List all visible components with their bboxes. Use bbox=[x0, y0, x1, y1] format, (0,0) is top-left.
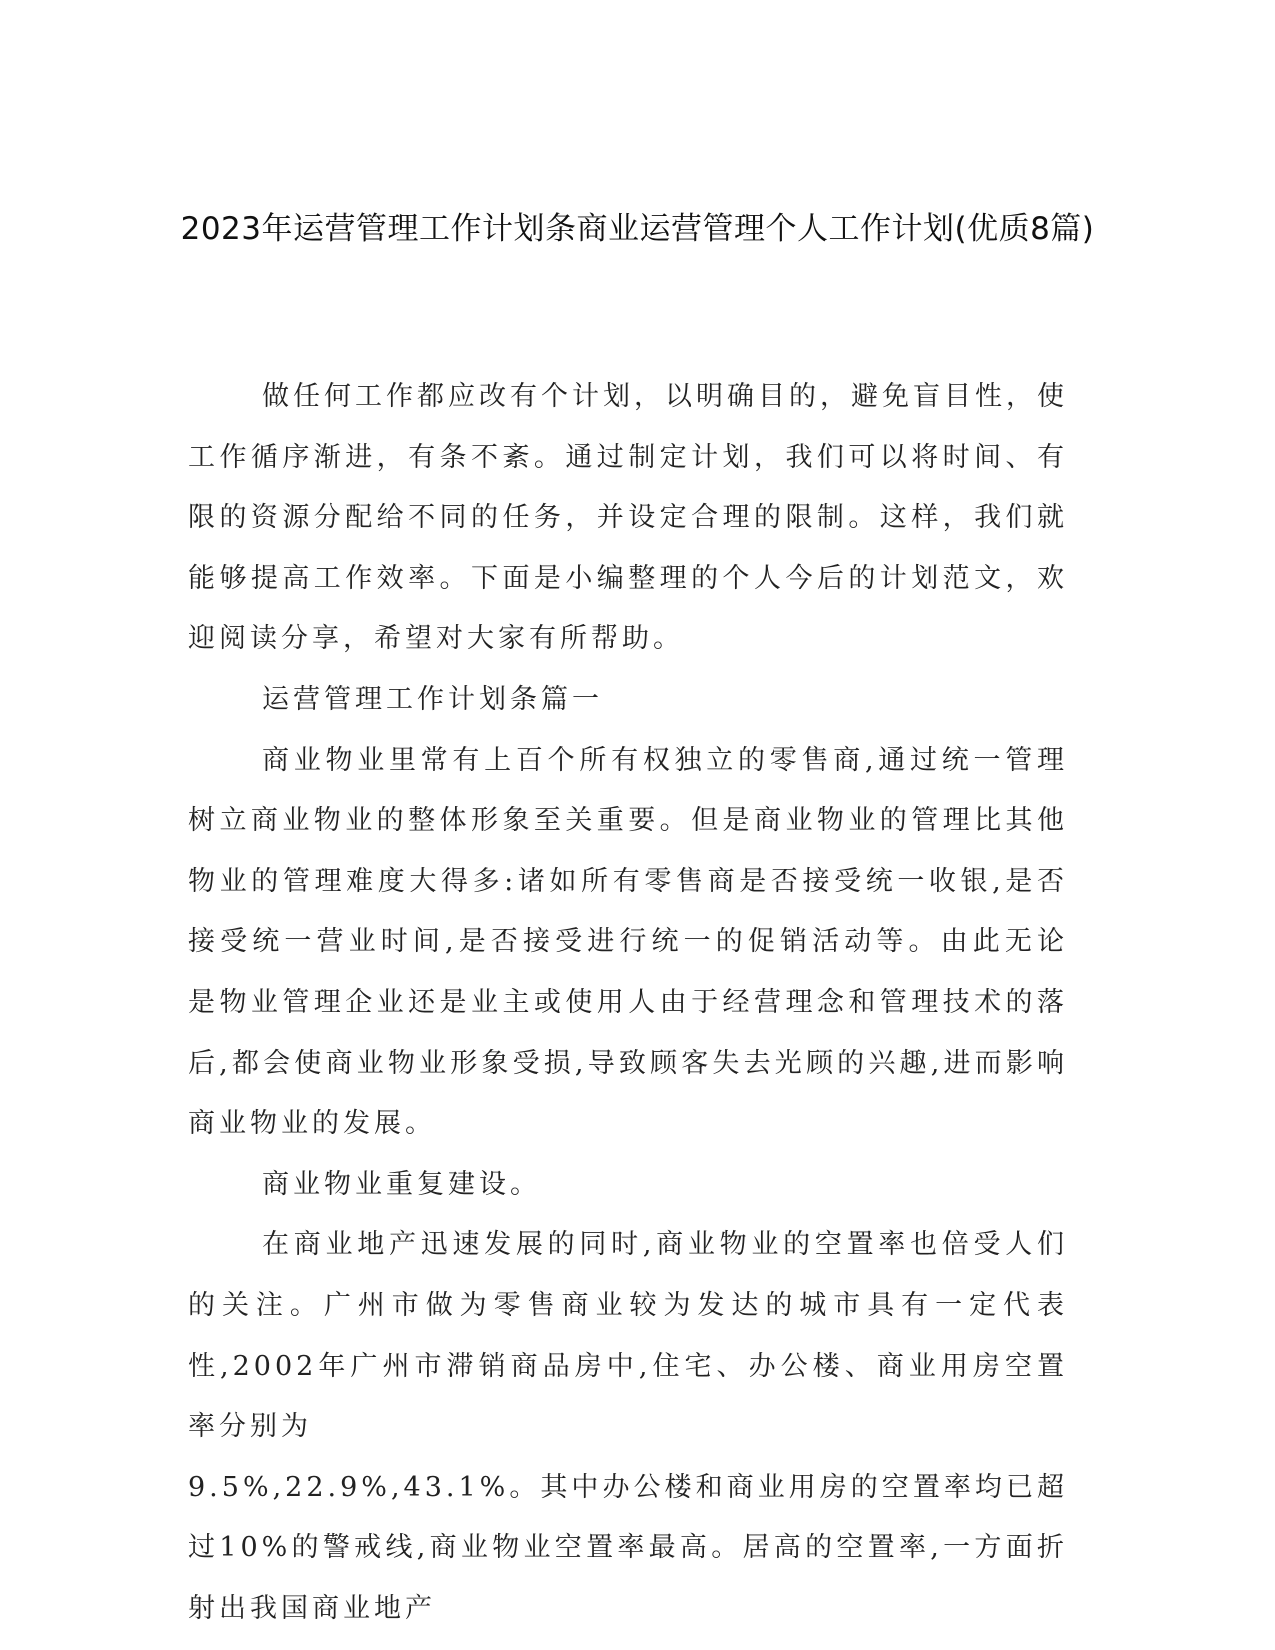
document-title: 2023年运营管理工作计划条商业运营管理个人工作计划(优质8篇) bbox=[180, 211, 1095, 247]
paragraph-vacancy-rates: 9.5%,22.9%,43.1%。其中办公楼和商业用房的空置率均已超过10%的警戒线,商业物业空置率最高。居高的空置率,一方面折射出我国商业地产 bbox=[188, 1471, 1068, 1624]
paragraph-repeated-construction: 商业物业重复建设。 bbox=[262, 1168, 541, 1200]
paragraph-management: 商业物业里常有上百个所有权独立的零售商,通过统一管理树立商业物业的整体形象至关重要。但是商业物业的管理比其他物业的管理难度大得多:诸如所有零售商是否接受统一收银,是否接受统一营业时间,是否接受进行统一的促销活动等。由此无论是物业管理企业还是业主或使用人由于经营理念和管理技术的落后,都会使商业物业形象受损,导致顾客失去光顾的兴趣,进而影响商业物业的发展。 bbox=[188, 744, 1068, 1140]
section-heading: 运营管理工作计划条篇一 bbox=[262, 683, 603, 715]
paragraph-intro: 做任何工作都应改有个计划，以明确目的，避免盲目性，使工作循序渐进，有条不紊。通过制定计划，我们可以将时间、有限的资源分配给不同的任务，并设定合理的限制。这样，我们就能够提高工作效率。下面是小编整理的个人今后的计划范文，欢迎阅读分享，希望对大家有所帮助。 bbox=[188, 381, 1068, 655]
document-body bbox=[188, 367, 1068, 1639]
paragraph-vacancy: 在商业地产迅速发展的同时,商业物业的空置率也倍受人们的关注。广州市做为零售商业较为发达的城市具有一定代表性,2002年广州市滞销商品房中,住宅、办公楼、商业用房空置率分别为 bbox=[188, 1229, 1068, 1443]
